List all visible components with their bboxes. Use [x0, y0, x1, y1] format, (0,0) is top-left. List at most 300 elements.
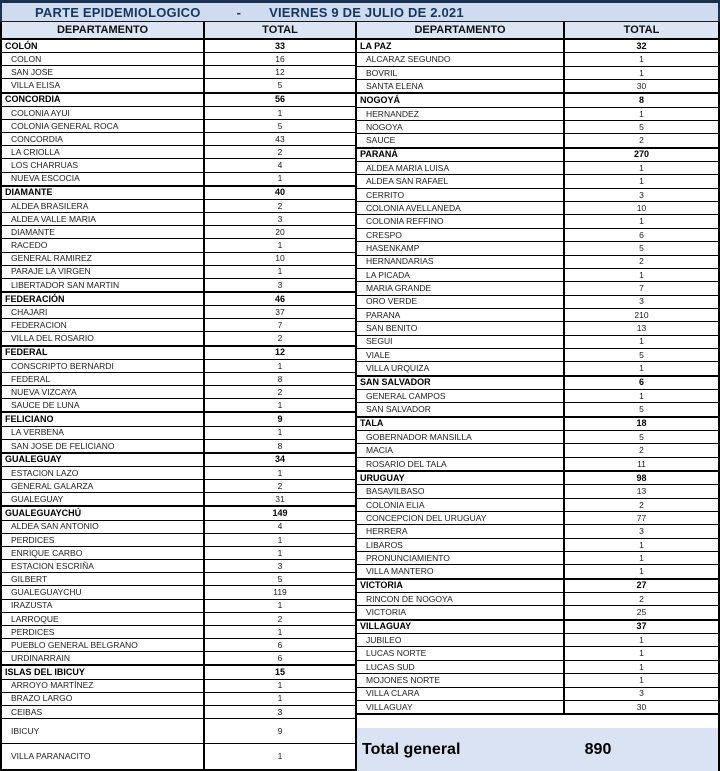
row-label: FEDERACIÓN: [2, 293, 205, 305]
row-total: 1: [639, 67, 644, 78]
locality-row: [357, 202, 718, 215]
row-total: 8: [277, 440, 283, 451]
row-label: COLONIA GENERAL ROCA: [2, 120, 205, 132]
row-total: 98: [636, 472, 647, 483]
row-total: 1: [639, 163, 644, 174]
row-label: IRAZUSTA: [2, 600, 205, 612]
row-total: 1: [639, 176, 644, 187]
row-label: GUALEGUAY: [2, 493, 205, 505]
row-total: 9: [277, 725, 283, 736]
row-label: NOGOYA: [357, 121, 565, 133]
locality-row: [2, 639, 355, 652]
left-table-rows: [2, 40, 355, 769]
locality-row: [2, 573, 355, 586]
locality-row: [357, 362, 718, 375]
row-label: IBICUY: [2, 719, 205, 743]
row-total: 1: [639, 566, 644, 577]
row-label: SAUCE DE LUNA: [2, 399, 205, 411]
locality-row: [2, 213, 355, 226]
row-label: ENRIQUE CARBO: [2, 547, 205, 559]
row-total: 1: [639, 390, 644, 401]
row-label: CONCEPCION DEL URUGUAY: [357, 512, 565, 524]
row-total: 25: [636, 607, 647, 618]
row-label: PERDICES: [2, 626, 205, 638]
locality-row: [357, 431, 718, 444]
row-label: GENERAL CAMPOS: [357, 390, 565, 402]
column-header-total: TOTAL: [623, 24, 660, 36]
row-total: 5: [639, 121, 644, 132]
row-total: 6: [277, 653, 283, 664]
locality-row: [357, 53, 718, 66]
row-total: 5: [639, 404, 644, 415]
row-label: VICTORIA: [357, 580, 565, 592]
row-label: VILLA URQUIZA: [357, 362, 565, 374]
row-label: VILLA PARANACITO: [2, 744, 205, 768]
locality-row: [2, 440, 355, 453]
row-total: 1: [277, 360, 283, 371]
row-label: PARAJE LA VIRGEN: [2, 266, 205, 278]
department-row: [357, 620, 718, 634]
row-label: GILBERT: [2, 573, 205, 585]
row-total: 1: [639, 661, 644, 672]
row-label: ALDEA VALLE MARIA: [2, 213, 205, 225]
locality-row: [2, 386, 355, 399]
locality-row: [2, 66, 355, 79]
row-total: 5: [639, 431, 644, 442]
locality-row: [357, 229, 718, 242]
title-separator: -: [236, 4, 242, 20]
row-label: RACEDO: [2, 239, 205, 251]
tables-container: [0, 22, 720, 771]
locality-row: [2, 146, 355, 159]
row-total: 1: [277, 626, 283, 637]
row-total: 10: [275, 253, 285, 264]
row-label: VICTORIA: [357, 606, 565, 618]
locality-row: [2, 480, 355, 493]
row-total: 3: [277, 213, 283, 224]
locality-row: [357, 256, 718, 269]
row-total: 4: [277, 160, 283, 171]
row-label: SAN SALVADOR: [357, 377, 565, 389]
row-label: CHAJARI: [2, 306, 205, 318]
row-label: NOGOYÁ: [357, 94, 565, 106]
row-label: CONSCRIPTO BERNARDI: [2, 360, 205, 372]
row-total: 34: [274, 454, 285, 465]
row-label: NUEVA VIZCAYA: [2, 386, 205, 398]
right-table-rows: [357, 40, 718, 715]
locality-row: [357, 269, 718, 282]
row-total: 1: [277, 266, 283, 277]
column-header-total: TOTAL: [262, 24, 298, 36]
row-label: ALDEA SAN ANTONIO: [2, 521, 205, 533]
locality-row: [2, 373, 355, 386]
locality-row: [2, 719, 355, 744]
grand-total-value: 890: [584, 740, 612, 758]
row-total: 12: [274, 347, 285, 358]
row-label: LIBERTADOR SAN MARTIN: [2, 279, 205, 291]
row-label: GENERAL RAMIREZ: [2, 253, 205, 265]
row-label: SAN BENITO: [357, 322, 565, 334]
row-total: 1: [277, 427, 283, 438]
row-label: DIAMANTE: [2, 226, 205, 238]
row-label: URDINARRAIN: [2, 652, 205, 664]
row-label: HERRERA: [357, 525, 565, 537]
row-label: BASAVILBASO: [357, 485, 565, 497]
locality-row: [2, 253, 355, 266]
row-total: 16: [275, 53, 285, 64]
row-total: 6: [277, 639, 283, 650]
locality-row: [2, 399, 355, 412]
row-label: FEDERACION: [2, 319, 205, 331]
row-label: LUCAS SUD: [357, 661, 565, 673]
row-label: HASENKAMP: [357, 242, 565, 254]
row-label: ESTACION ESCRIÑA: [2, 560, 205, 572]
row-total: 2: [639, 256, 644, 267]
locality-row: [357, 674, 718, 687]
row-total: 15: [274, 666, 285, 677]
report-title: PARTE EPIDEMIOLOGICO: [35, 4, 201, 20]
locality-row: [2, 107, 355, 120]
row-label: PARANÁ: [357, 149, 565, 161]
row-label: VILLA CLARA: [357, 688, 565, 700]
row-total: 1: [277, 751, 283, 762]
row-total: 11: [637, 458, 646, 469]
row-total: 7: [639, 283, 644, 294]
locality-row: [357, 242, 718, 255]
row-label: URUGUAY: [357, 472, 565, 484]
row-total: 4: [277, 521, 283, 532]
row-total: 13: [636, 486, 647, 497]
row-label: LUCAS NORTE: [357, 647, 565, 659]
locality-row: [357, 525, 718, 538]
locality-row: [357, 499, 718, 512]
row-total: 5: [277, 574, 283, 585]
row-total: 149: [272, 508, 288, 519]
row-label: CONCORDIA: [2, 94, 205, 106]
row-label: SAN JOSE DE FELICIANO: [2, 440, 205, 452]
locality-row: [2, 306, 355, 319]
row-total: 10: [636, 203, 647, 214]
locality-row: [2, 360, 355, 373]
locality-row: [357, 512, 718, 525]
department-row: [357, 376, 718, 390]
locality-row: [2, 547, 355, 560]
row-total: 1: [639, 552, 644, 563]
row-total: 8: [638, 95, 644, 106]
row-label: GUALEGUAYCHU: [2, 586, 205, 598]
row-total: 2: [277, 480, 283, 491]
locality-row: [357, 634, 718, 647]
right-table: [357, 22, 718, 771]
row-total: 18: [636, 418, 647, 429]
row-label: GENERAL GALARZA: [2, 480, 205, 492]
row-total: 2: [277, 200, 283, 211]
locality-row: [357, 458, 718, 471]
locality-row: [2, 560, 355, 573]
row-label: DIAMANTE: [2, 187, 205, 199]
row-total: 30: [636, 701, 647, 712]
row-total: 2: [639, 594, 644, 605]
column-header-departamento: DEPARTAMENTO: [2, 22, 205, 38]
row-total: 27: [636, 580, 647, 591]
row-total: 6: [639, 229, 644, 240]
row-total: 1: [277, 173, 283, 184]
row-total: 77: [636, 512, 647, 523]
locality-row: [357, 296, 718, 309]
row-total: 3: [639, 688, 644, 699]
locality-row: [2, 159, 355, 172]
row-total: 3: [277, 279, 283, 290]
row-label: LA PICADA: [357, 269, 565, 281]
row-label: LARROQUE: [2, 613, 205, 625]
row-total: 1: [277, 534, 283, 545]
row-total: 1: [639, 363, 644, 374]
locality-row: [357, 67, 718, 80]
row-total: 1: [277, 240, 283, 251]
locality-row: [2, 173, 355, 186]
locality-row: [357, 189, 718, 202]
department-row: [357, 148, 718, 162]
row-label: CONCORDIA: [2, 133, 205, 145]
row-label: VILLAGUAY: [357, 701, 565, 713]
row-label: VILLAGUAY: [357, 621, 565, 633]
row-label: PRONUNCIAMIENTO: [357, 552, 565, 564]
left-table-header: [2, 22, 355, 40]
locality-row: [357, 552, 718, 565]
row-label: SANTA ELENA: [357, 80, 565, 92]
locality-row: [357, 688, 718, 701]
row-total: 2: [639, 499, 644, 510]
locality-row: [2, 744, 355, 768]
locality-row: [2, 706, 355, 719]
row-label: ALDEA MARIA LUISA: [357, 162, 565, 174]
locality-row: [357, 701, 718, 715]
locality-row: [357, 647, 718, 660]
row-total: 5: [639, 349, 644, 360]
row-total: 37: [275, 306, 285, 317]
row-label: FELICIANO: [2, 413, 205, 425]
row-label: NUEVA ESCOCIA: [2, 173, 205, 185]
row-label: SEGUI: [357, 336, 565, 348]
locality-row: [2, 652, 355, 665]
locality-row: [2, 53, 355, 66]
locality-row: [2, 79, 355, 92]
row-label: MARIA GRANDE: [357, 282, 565, 294]
department-row: [2, 292, 355, 306]
row-total: 2: [639, 445, 644, 456]
department-row: [357, 471, 718, 485]
row-total: 1: [639, 539, 644, 550]
row-total: 56: [274, 94, 285, 105]
row-total: 2: [277, 333, 283, 344]
row-label: CEIBAS: [2, 706, 205, 718]
row-total: 2: [277, 613, 283, 624]
department-row: [2, 346, 355, 360]
locality-row: [2, 613, 355, 626]
row-total: 2: [277, 147, 283, 158]
locality-row: [2, 266, 355, 279]
row-label: COLONIA ELIA: [357, 499, 565, 511]
row-total: 1: [639, 336, 644, 347]
row-total: 1: [639, 54, 644, 65]
row-total: 1: [639, 216, 644, 227]
locality-row: [357, 108, 718, 121]
left-table: [2, 22, 357, 771]
row-label: VIALE: [357, 349, 565, 361]
department-row: [357, 40, 718, 53]
row-label: LA VERBENA: [2, 427, 205, 439]
row-total: 3: [277, 706, 283, 717]
row-label: COLON: [2, 53, 205, 65]
row-total: 5: [277, 80, 283, 91]
row-label: LOS CHARRUAS: [2, 159, 205, 171]
locality-row: [357, 403, 718, 416]
department-row: [357, 579, 718, 593]
row-total: 33: [274, 40, 285, 51]
department-row: [2, 665, 355, 679]
locality-row: [2, 200, 355, 213]
locality-row: [357, 336, 718, 349]
row-total: 3: [639, 296, 644, 307]
right-table-header: [357, 22, 718, 40]
row-total: 5: [277, 120, 283, 131]
department-row: [2, 93, 355, 107]
row-total: 1: [639, 635, 644, 646]
locality-row: [2, 534, 355, 547]
row-label: COLONIA REFFINO: [357, 215, 565, 227]
grand-total-row: [357, 728, 718, 771]
row-label: TALA: [357, 418, 565, 430]
row-total: 119: [273, 587, 287, 598]
row-label: RINCON DE NOGOYA: [357, 593, 565, 605]
row-total: 46: [274, 293, 285, 304]
row-total: 210: [634, 309, 649, 320]
locality-row: [2, 626, 355, 639]
locality-row: [2, 493, 355, 506]
locality-row: [2, 279, 355, 292]
row-total: 1: [277, 400, 283, 411]
row-label: GOBERNADOR MANSILLA: [357, 431, 565, 443]
row-label: VILLA ELISA: [2, 79, 205, 91]
row-total: 1: [277, 693, 283, 704]
locality-row: [357, 121, 718, 134]
report-title-bar: [0, 0, 720, 22]
row-total: 1: [639, 269, 644, 280]
row-label: LA PAZ: [357, 40, 565, 52]
locality-row: [2, 427, 355, 440]
department-row: [2, 412, 355, 426]
locality-row: [2, 133, 355, 146]
row-label: GUALEGUAYCHÚ: [2, 507, 205, 519]
row-total: 2: [639, 135, 644, 146]
grand-total-label: Total general: [362, 740, 461, 758]
row-total: 3: [639, 189, 644, 200]
locality-row: [357, 215, 718, 228]
department-row: [2, 453, 355, 467]
locality-row: [357, 539, 718, 552]
locality-row: [2, 586, 355, 599]
locality-row: [357, 134, 718, 147]
row-label: SAN SALVADOR: [357, 403, 565, 415]
row-label: ESTACION LAZO: [2, 467, 205, 479]
row-total: 9: [277, 413, 283, 424]
locality-row: [357, 485, 718, 498]
locality-row: [357, 282, 718, 295]
row-label: COLONIA AYUI: [2, 107, 205, 119]
row-label: BRAZO LARGO: [2, 693, 205, 705]
row-total: 37: [636, 621, 647, 632]
row-label: JUBILEO: [357, 634, 565, 646]
locality-row: [357, 390, 718, 403]
row-label: LA CRIOLLA: [2, 146, 205, 158]
locality-row: [357, 322, 718, 335]
row-total: 32: [636, 40, 647, 51]
row-label: PARANA: [357, 309, 565, 321]
locality-row: [2, 693, 355, 706]
row-total: 3: [639, 526, 644, 537]
row-label: ALDEA SAN RAFAEL: [357, 175, 565, 187]
locality-row: [2, 332, 355, 345]
locality-row: [357, 349, 718, 362]
row-label: PERDICES: [2, 534, 205, 546]
locality-row: [357, 661, 718, 674]
row-total: 12: [275, 67, 285, 78]
row-total: 13: [636, 323, 647, 334]
row-total: 1: [639, 675, 644, 686]
row-label: ARROYO MARTÍNEZ: [2, 680, 205, 692]
row-label: ALCARAZ SEGUNDO: [357, 53, 565, 65]
row-total: 40: [274, 187, 285, 198]
locality-row: [357, 565, 718, 578]
empty-strip: [357, 715, 718, 728]
row-label: MOJONES NORTE: [357, 674, 565, 686]
row-total: 3: [277, 560, 283, 571]
department-row: [2, 506, 355, 520]
row-label: VILLA DEL ROSARIO: [2, 332, 205, 344]
locality-row: [2, 680, 355, 693]
locality-row: [2, 239, 355, 252]
report-date: VIERNES 9 DE JULIO DE 2.021: [269, 4, 464, 20]
row-label: SAUCE: [357, 134, 565, 146]
row-label: SAN JOSE: [2, 66, 205, 78]
locality-row: [2, 467, 355, 480]
row-label: ROSARIO DEL TALA: [357, 458, 565, 470]
row-label: GUALEGUAY: [2, 454, 205, 466]
locality-row: [357, 444, 718, 457]
row-label: HERNANDARIAS: [357, 256, 565, 268]
locality-row: [357, 309, 718, 322]
locality-row: [2, 226, 355, 239]
row-total: 8: [277, 373, 283, 384]
department-row: [2, 186, 355, 200]
row-label: VILLA MANTERO: [357, 565, 565, 577]
locality-row: [357, 175, 718, 188]
row-total: 6: [638, 377, 644, 388]
row-total: 20: [275, 227, 285, 238]
row-total: 1: [277, 680, 283, 691]
row-label: COLONIA AVELLANEDA: [357, 202, 565, 214]
column-header-departamento: DEPARTAMENTO: [357, 22, 565, 38]
row-total: 2: [277, 386, 283, 397]
row-total: 7: [277, 320, 283, 331]
row-total: 30: [636, 80, 647, 91]
row-total: 43: [275, 133, 285, 144]
row-total: 1: [277, 467, 283, 478]
row-total: 1: [639, 108, 644, 119]
row-label: MACIA: [357, 444, 565, 456]
department-row: [357, 417, 718, 431]
locality-row: [2, 521, 355, 534]
